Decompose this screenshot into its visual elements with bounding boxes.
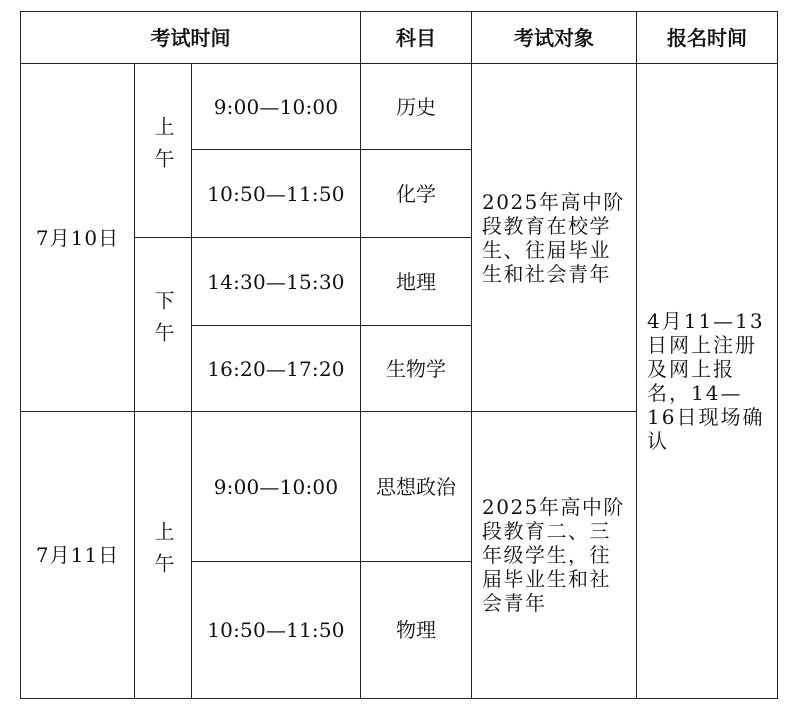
target-text: 2025年高中阶段教育二、三年级学生，往届毕业生和社会青年 xyxy=(482,495,625,615)
header-target: 考试对象 xyxy=(472,12,637,64)
subject-cell: 地理 xyxy=(361,238,472,326)
time-cell: 16:20—17:20 xyxy=(192,326,361,412)
time-cell: 10:50—11:50 xyxy=(192,562,361,699)
half-day-label: 上午 xyxy=(151,520,175,585)
header-exam-time: 考试时间 xyxy=(21,12,361,64)
half-day-cell-day2-morning xyxy=(135,412,192,699)
target-cell-day1 xyxy=(472,64,637,412)
table-row xyxy=(21,64,778,150)
half-day-label: 上午 xyxy=(151,116,175,180)
time-cell: 10:50—11:50 xyxy=(192,150,361,238)
registration-cell xyxy=(637,64,778,699)
header-registration: 报名时间 xyxy=(637,12,778,64)
time-cell: 14:30—15:30 xyxy=(192,238,361,326)
time-cell: 9:00—10:00 xyxy=(192,64,361,150)
subject-cell: 化学 xyxy=(361,150,472,238)
time-cell: 9:00—10:00 xyxy=(192,412,361,562)
exam-schedule-table xyxy=(20,11,778,699)
subject-cell: 思想政治 xyxy=(361,412,472,562)
subject-cell: 物理 xyxy=(361,562,472,699)
half-day-cell-day1-morning xyxy=(135,64,192,238)
subject-cell: 生物学 xyxy=(361,326,472,412)
subject-cell: 历史 xyxy=(361,64,472,150)
half-day-label: 下午 xyxy=(151,290,175,354)
registration-text: 4月11—13日网上注册及网上报名，14—16日现场确认 xyxy=(647,309,765,453)
header-subject: 科目 xyxy=(361,12,472,64)
half-day-cell-day1-afternoon xyxy=(135,238,192,412)
target-text: 2025年高中阶段教育在校学生、往届毕业生和社会青年 xyxy=(482,189,625,286)
date-cell-day2: 7月11日 xyxy=(21,412,135,699)
date-cell-day1: 7月10日 xyxy=(21,64,135,412)
table-header-row xyxy=(21,12,778,64)
target-cell-day2 xyxy=(472,412,637,699)
